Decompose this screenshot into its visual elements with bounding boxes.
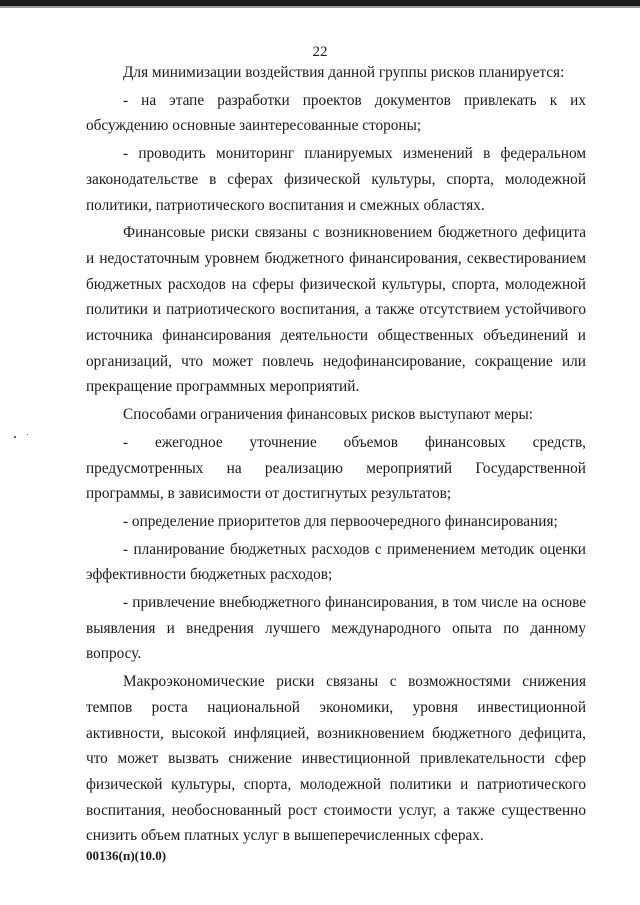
paragraph-annual-adjustment: - ежегодное уточнение объемов финансовых средств, предусмотренных на реализацию мероприятий Государственной программы, в зависимости от достигнутых результатов; — [86, 433, 586, 503]
document-code: 00136(п)(10.0) — [86, 848, 167, 863]
paragraph-budget-planning: - планирование бюджетных расходов с применением методик оценки эффективности бюджетных расходов; — [86, 540, 586, 584]
paragraph-financial-risk-measures: Способами ограничения финансовых рисков выступают меры: — [123, 406, 533, 424]
page-number: 22 — [312, 44, 328, 60]
paragraph-financial-risks: Финансовые риски связаны с возникновением бюджетного дефицита и недостаточным уровнем бюджетного финансирования, секвестированием бюджетных расходов на сферы физической культуры, спорта, молодежной политики и патриотического воспитания, а также отсутствием устойчивого источника финансирования деятельности общественных объединений и организаций, что может повлечь недофинансирование, сокращение или прекращение программных мероприятий. — [86, 224, 586, 396]
scan-edge-bar — [0, 0, 640, 6]
paragraph-priorities: - определение приоритетов для первоочередного финансирования; — [123, 512, 558, 530]
document-body — [86, 60, 586, 849]
scan-speck — [14, 436, 16, 438]
paragraph-macroeconomic-risks: Макроэкономические риски связаны с возможностями снижения темпов роста национальной экономики, уровня инвестиционной активности, высокой инфляцией, возникновением бюджетного дефицита, что может вызвать снижение инвестиционной привлекательности сфер физической культуры, спорта, молодежной политики и патриотического воспитания, необоснованный рост стоимости услуг, а также существенно снизить объем платных услуг в вышеперечисленных сферах. — [86, 673, 586, 845]
paragraph-risk-minimization-intro: Для минимизации воздействия данной группы рисков планируется: — [123, 64, 565, 81]
paragraph-stakeholders: - на этапе разработки проектов документов привлекать к их обсуждению основные заинтересованные стороны; — [86, 91, 586, 135]
scan-speck — [27, 434, 28, 435]
paragraph-legislation-monitoring: - проводить мониторинг планируемых изменений в федеральном законодательстве в сферах физической культуры, спорта, молодежной политики, патриотического воспитания и смежных областях. — [86, 145, 586, 214]
paragraph-extrabudgetary: - привлечение внебюджетного финансирования, в том числе на основе выявления и внедрения лучшего международного опыта по данному вопросу. — [86, 594, 586, 663]
